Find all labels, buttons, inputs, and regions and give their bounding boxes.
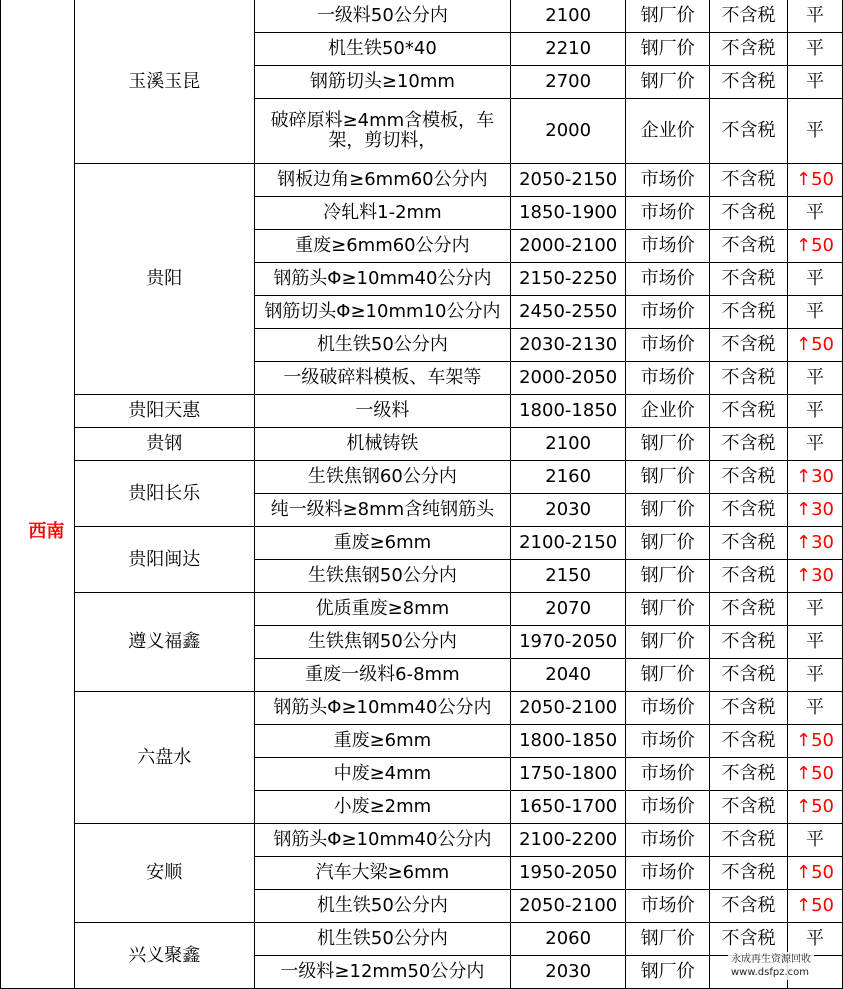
change-cell: 平 [788,296,843,329]
company-cell: 六盘水 [74,692,254,824]
price-table-body [1,0,843,989]
tax-cell: 不含税 [710,428,788,461]
price-cell: 2050-2100 [511,890,626,923]
price-type-cell: 钢厂价 [626,428,710,461]
table-row [1,692,843,725]
price-cell: 1800-1850 [511,725,626,758]
change-cell: 平 [788,659,843,692]
product-cell: 生铁焦钢50公分内 [254,560,511,593]
company-cell: 贵阳天惠 [74,395,254,428]
price-type-cell: 市场价 [626,197,710,230]
price-type-cell: 市场价 [626,362,710,395]
product-cell: 一级料 [254,395,511,428]
price-cell: 2000 [511,99,626,164]
change-cell: 平 [788,263,843,296]
company-cell: 贵钢 [74,428,254,461]
tax-cell: 不含税 [710,395,788,428]
table-row [1,824,843,857]
price-type-cell: 市场价 [626,263,710,296]
change-cell: 平 [788,66,843,99]
product-cell: 重废一级料6-8mm [254,659,511,692]
tax-cell: 不含税 [710,692,788,725]
tax-cell: 不含税 [710,230,788,263]
price-type-cell: 钢厂价 [626,494,710,527]
price-cell: 1850-1900 [511,197,626,230]
table-row [1,461,843,494]
tax-cell: 不含税 [710,461,788,494]
price-cell: 2050-2150 [511,164,626,197]
tax-cell: 不含税 [710,593,788,626]
watermark [728,952,814,980]
change-cell: ↑50 [788,758,843,791]
price-cell: 2030 [511,494,626,527]
company-cell: 贵阳长乐 [74,461,254,527]
tax-cell: 不含税 [710,329,788,362]
table-row [1,593,843,626]
price-cell: 2160 [511,461,626,494]
price-type-cell: 钢厂价 [626,461,710,494]
table-row [1,923,843,956]
product-cell: 重废≥6mm [254,725,511,758]
price-type-cell: 市场价 [626,296,710,329]
table-row [1,164,843,197]
price-type-cell: 市场价 [626,890,710,923]
tax-cell: 不含税 [710,857,788,890]
change-cell: 平 [788,428,843,461]
tax-cell: 不含税 [710,824,788,857]
tax-cell: 不含税 [710,33,788,66]
company-cell: 遵义福鑫 [74,593,254,692]
change-cell: 平 [788,824,843,857]
product-cell: 生铁焦钢50公分内 [254,626,511,659]
product-cell: 优质重废≥8mm [254,593,511,626]
product-cell: 钢筋头Φ≥10mm40公分内 [254,263,511,296]
product-cell: 机生铁50公分内 [254,923,511,956]
price-cell: 2450-2550 [511,296,626,329]
price-cell: 2150 [511,560,626,593]
price-type-cell: 市场价 [626,164,710,197]
tax-cell: 不含税 [710,66,788,99]
price-cell: 2000-2050 [511,362,626,395]
price-type-cell: 钢厂价 [626,560,710,593]
change-cell: 平 [788,923,843,956]
product-cell: 钢筋头Φ≥10mm40公分内 [254,692,511,725]
price-cell: 1750-1800 [511,758,626,791]
price-type-cell: 钢厂价 [626,66,710,99]
table-row [1,527,843,560]
product-cell: 机生铁50公分内 [254,890,511,923]
change-cell: 平 [788,197,843,230]
product-cell: 机生铁50公分内 [254,329,511,362]
price-cell: 1950-2050 [511,857,626,890]
change-cell: ↑50 [788,791,843,824]
change-cell: ↑30 [788,461,843,494]
price-cell: 2000-2100 [511,230,626,263]
price-type-cell: 钢厂价 [626,956,710,989]
product-cell: 机械铸铁 [254,428,511,461]
price-type-cell: 市场价 [626,824,710,857]
change-cell: ↑50 [788,857,843,890]
product-cell: 机生铁50*40 [254,33,511,66]
price-type-cell: 钢厂价 [626,33,710,66]
price-cell: 2700 [511,66,626,99]
tax-cell: 不含税 [710,560,788,593]
change-cell: 平 [788,593,843,626]
change-cell: 平 [788,33,843,66]
price-cell: 2030-2130 [511,329,626,362]
table-row [1,0,843,33]
tax-cell: 不含税 [710,791,788,824]
product-cell: 钢筋切头≥10mm [254,66,511,99]
price-type-cell: 钢厂价 [626,593,710,626]
product-cell: 生铁焦钢60公分内 [254,461,511,494]
tax-cell: 不含税 [710,923,788,956]
price-type-cell: 市场价 [626,692,710,725]
tax-cell: 不含税 [710,890,788,923]
price-cell: 2100 [511,0,626,33]
watermark-line2: www.dsfpz.com [731,967,810,978]
change-cell: ↑50 [788,329,843,362]
tax-cell: 不含税 [710,99,788,164]
price-cell: 2210 [511,33,626,66]
price-cell: 2060 [511,923,626,956]
price-cell: 1650-1700 [511,791,626,824]
product-cell: 一级料50公分内 [254,0,511,33]
tax-cell: 不含税 [710,362,788,395]
change-cell: ↑50 [788,164,843,197]
product-cell: 汽车大梁≥6mm [254,857,511,890]
change-cell: ↑50 [788,725,843,758]
price-type-cell: 市场价 [626,758,710,791]
tax-cell: 不含税 [710,725,788,758]
company-cell: 兴义聚鑫 [74,923,254,989]
price-type-cell: 钢厂价 [626,0,710,33]
company-cell: 安顺 [74,824,254,923]
price-type-cell: 钢厂价 [626,527,710,560]
tax-cell: 不含税 [710,659,788,692]
price-cell: 2030 [511,956,626,989]
product-cell: 一级料≥12mm50公分内 [254,956,511,989]
price-type-cell: 钢厂价 [626,923,710,956]
change-cell: 平 [788,99,843,164]
change-cell: ↑30 [788,494,843,527]
product-cell: 中废≥4mm [254,758,511,791]
price-type-cell: 企业价 [626,395,710,428]
change-cell: ↑30 [788,527,843,560]
tax-cell: 不含税 [710,164,788,197]
region-text: 西南 [28,521,65,542]
price-cell: 2050-2100 [511,692,626,725]
tax-cell: 不含税 [710,0,788,33]
product-cell: 一级破碎料模板、车架等 [254,362,511,395]
price-type-cell: 市场价 [626,329,710,362]
product-cell: 冷轧料1-2mm [254,197,511,230]
price-type-cell: 市场价 [626,230,710,263]
change-cell: 平 [788,692,843,725]
change-cell: ↑30 [788,560,843,593]
price-type-cell: 钢厂价 [626,626,710,659]
product-cell: 纯一级料≥8mm含纯钢筋头 [254,494,511,527]
tax-cell: 不含税 [710,197,788,230]
price-type-cell: 市场价 [626,791,710,824]
price-type-cell: 钢厂价 [626,659,710,692]
price-cell: 1800-1850 [511,395,626,428]
price-cell: 2100 [511,428,626,461]
price-cell: 2100-2150 [511,527,626,560]
product-cell: 钢筋头Φ≥10mm40公分内 [254,824,511,857]
table-row [1,395,843,428]
price-cell: 2100-2200 [511,824,626,857]
region-label [1,0,75,989]
product-cell: 重废≥6mm60公分内 [254,230,511,263]
watermark-line1: 永成再生资源回收 [731,954,811,965]
change-cell: 平 [788,362,843,395]
product-cell: 小废≥2mm [254,791,511,824]
product-cell: 破碎原料≥4mm含模板，车架，剪切料， [254,99,511,164]
product-cell: 重废≥6mm [254,527,511,560]
company-cell: 玉溪玉昆 [74,0,254,164]
price-cell: 2040 [511,659,626,692]
table-row [1,428,843,461]
change-cell: 平 [788,395,843,428]
tax-cell: 不含税 [710,758,788,791]
tax-cell: 不含税 [710,263,788,296]
tax-cell: 不含税 [710,296,788,329]
price-cell: 1970-2050 [511,626,626,659]
price-type-cell: 市场价 [626,857,710,890]
product-cell: 钢筋切头Φ≥10mm10公分内 [254,296,511,329]
company-cell: 贵阳闽达 [74,527,254,593]
tax-cell: 不含税 [710,494,788,527]
product-cell: 钢板边角≥6mm60公分内 [254,164,511,197]
tax-cell: 不含税 [710,626,788,659]
change-cell: ↑50 [788,890,843,923]
price-type-cell: 企业价 [626,99,710,164]
tax-cell: 不含税 [710,527,788,560]
company-cell: 贵阳 [74,164,254,395]
change-cell: 平 [788,626,843,659]
price-type-cell: 市场价 [626,725,710,758]
price-cell: 2150-2250 [511,263,626,296]
price-cell: 2070 [511,593,626,626]
change-cell: ↑50 [788,230,843,263]
change-cell: 平 [788,0,843,33]
